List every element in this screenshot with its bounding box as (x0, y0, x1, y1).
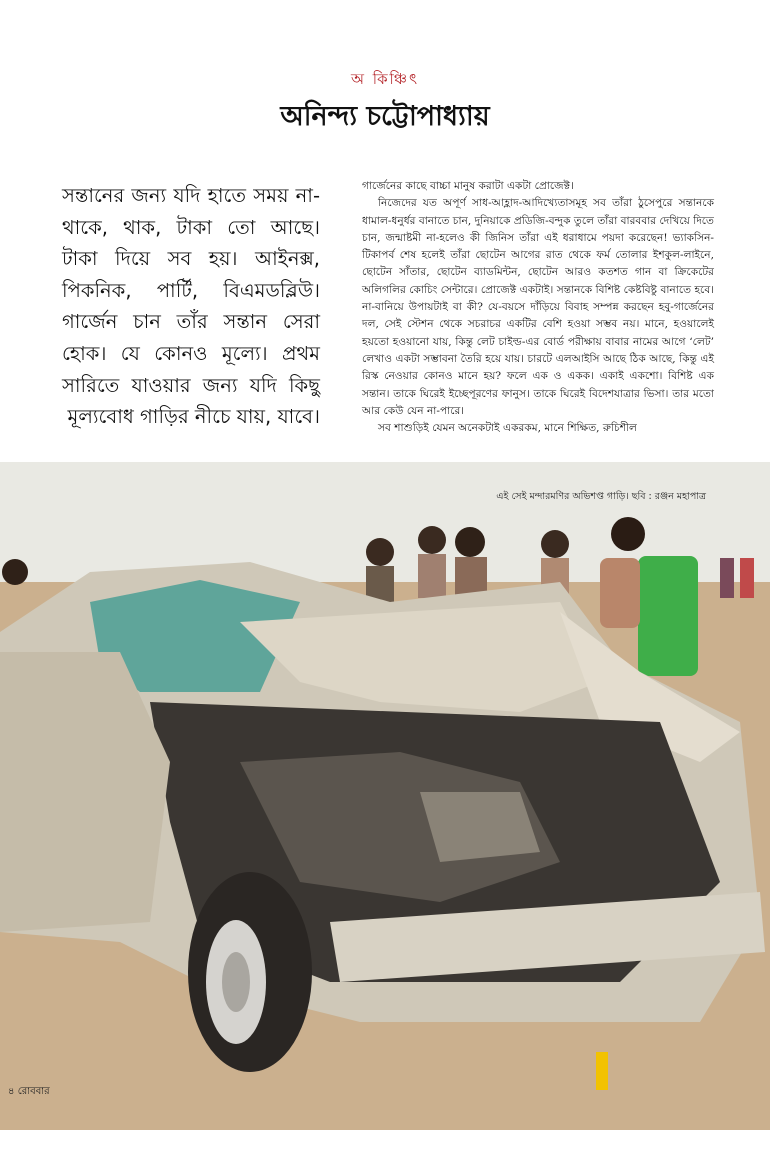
man-green-shirt-head (611, 517, 645, 551)
page-footer (8, 1084, 50, 1101)
body-paragraph: নিজেদের যত অপূর্ণ সাধ-আহ্লাদ-আদিখ্যেতাসমূহ সব তাঁরা ঠুসেপুরে সন্তানকে ধামাল-ধনুর্ধর বানাতে চান, দুনিয়াকে প্রডিজি-বন্দুক তুলে তাঁরা বারববার দেখিয়ে দিতে চান, জন্মাষ্টমী না-হলেও কী জিনিস তাঁরা এই ধরাধামে পয়দা করেছেন! ভ্যাকসিন-টিকাপর্ব শেষ হলেই তাঁরা ছোটেন আগের রাত থেকে ফর্ম তোলার ইশকুল-লাইনে, ছোটেন সাঁতার, ছোটেন ব্যাডমিন্টন, ছোটেন আরও কতশত গান বা ক্রিকেটের অলিগলির কোচিং সেন্টারে। প্রোজেক্ট একটাই। সন্তানকে বিশিষ্ট কেষ্টবিষ্টু বানাতে হবে। না-বানিয়ে উপায়টাই বা কী? যে-বয়সে দাঁড়িয়ে বিবাহ সম্পন্ন করছেন হবু-গার্জেনের দল, সেই স্টেশন থেকে সচরাচর একটির বেশি হওয়া সম্ভব নয়। মানে, হওয়ালেই হয়তো হওয়ানো যায়, কিন্তু লেট চাইল্ড-এর বোর্ড পরীক্ষায় বাবার নামের আগে ‘লেট’ লেখাও একটা সম্ভাবনা তৈরি হয়ে যায়। চারটে এলআইসি আছে ঠিক আছে, কিন্তু এই রিস্ক নেওয়ার কোনও মানে হয়? ফলে এক ও একক। একাই একশো। বিশিষ্ট এক সন্তান। তাকে ঘিরেই ইচ্ছেপূরণের ফানুস। তাকে ঘিরেই বিদেশযাত্রার ভিসা। তার মতো আর কেউ যেন না-পারে। (362, 197, 715, 417)
tire (188, 872, 312, 1072)
photo-caption: এই সেই মন্দারমণির অভিশপ্ত গাড়ি। ছবি : রঞ্জন মহাপাত্র (496, 491, 706, 502)
yellow-debris (596, 1052, 608, 1090)
section-kicker: অ কিঞ্চিৎ (351, 70, 419, 88)
article-body (362, 178, 714, 437)
pull-quote: সন্তানের জন্য যদি হাতে সময় না-থাকে, থাক, টাকা তো আছে। টাকা দিয়ে সব হয়। আইনক্স, পিকনিক, পার্টি, বিএমডব্লিউ। গার্জেন চান তাঁর সন্তান সেরা হোক। যে কোনও মূল্যে। প্রথম সারিতে যাওয়ার জন্য যদি কিছু মূল্যবোধ গাড়ির নীচে যায়, যাবে। (62, 184, 320, 429)
green-shirt (638, 556, 698, 676)
body-paragraph: গার্জেনের কাছে বাচ্চা মানুষ করাটা একটা প্রোজেক্ট। (362, 180, 574, 192)
page-number: ৪ (8, 1086, 15, 1097)
author-name: অনিন্দ্য চট্টোপাধ্যায় (280, 101, 490, 132)
magazine-section: রোববার (17, 1086, 50, 1097)
body-paragraph: সব শাশুড়িই যেমন অনেকটাই একরকম, মানে শিক্ষিত, রুচিশীল (378, 422, 637, 435)
crashed-car-illustration (0, 462, 770, 1130)
crashed-car-photo (0, 462, 770, 1130)
